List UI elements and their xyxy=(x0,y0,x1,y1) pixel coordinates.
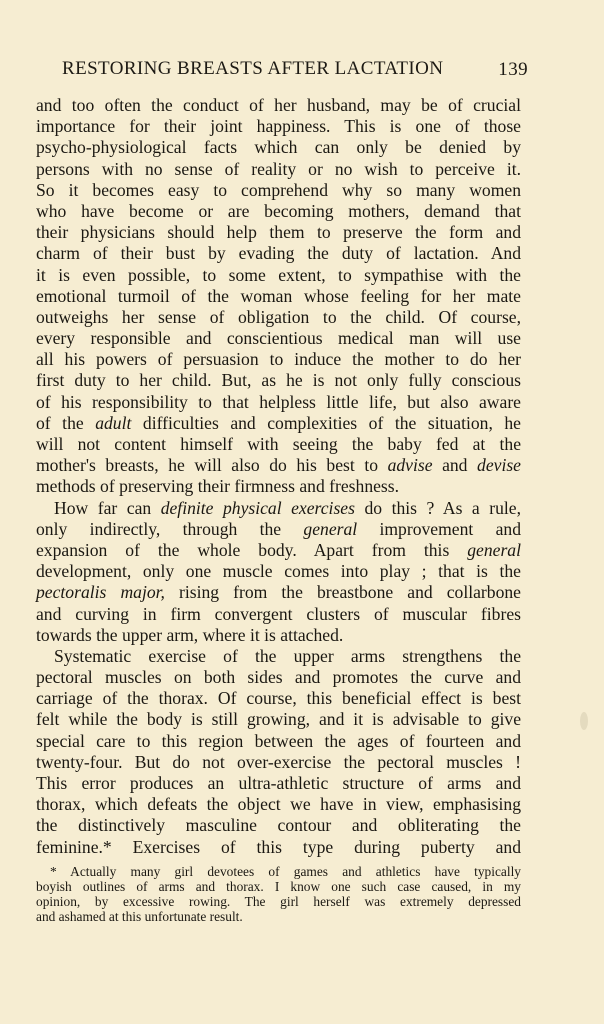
text-line xyxy=(36,604,521,625)
text-run: it is even possible, to some extent, to sympathise with the xyxy=(36,264,521,285)
text-line xyxy=(36,137,521,158)
text-line xyxy=(36,243,521,264)
text-run: all his powers of persuasion to induce the mother to do her xyxy=(36,349,521,370)
text-line xyxy=(36,265,521,286)
text-line xyxy=(36,561,521,582)
text-line xyxy=(36,540,521,561)
text-line xyxy=(36,201,521,222)
italic-phrase: adult xyxy=(95,412,132,433)
footnote-line: boyish outlines of arms and thorax. I know one such case caused, in my xyxy=(36,879,521,894)
text-line xyxy=(36,413,521,434)
text-line xyxy=(36,625,521,646)
italic-phrase: pectoralis major, xyxy=(36,582,165,603)
text-run: How far can xyxy=(54,497,161,518)
footnote-line: and ashamed at this unfortunate result. xyxy=(36,909,243,924)
text-line xyxy=(36,286,521,307)
text-run: improvement and xyxy=(357,518,521,539)
text-line xyxy=(36,731,521,752)
text-line xyxy=(36,392,521,413)
text-line xyxy=(36,773,521,794)
text-run: emotional turmoil of the woman whose feeling for her mate xyxy=(36,285,521,306)
text-run: first duty to her child. But, as he is not only fully conscious xyxy=(36,370,521,391)
text-run: will not content himself with seeing the baby fed at the xyxy=(36,434,521,454)
text-line xyxy=(36,222,521,243)
text-line xyxy=(36,116,521,137)
text-run: of the xyxy=(36,412,96,433)
text-line xyxy=(36,180,521,201)
text-line xyxy=(36,794,521,815)
page-smudge xyxy=(580,712,588,730)
text-run: only indirectly, through the xyxy=(36,518,304,539)
text-line xyxy=(36,434,521,455)
footnote-line: opinion, by excessive rowing. The girl herself was extremely depressed xyxy=(36,894,521,909)
text-run: development, only one muscle comes into play ; that is the xyxy=(36,561,521,582)
text-run: who have become or are becoming mothers, demand that xyxy=(36,200,521,221)
italic-phrase: definite physical exercises xyxy=(160,497,355,518)
text-line xyxy=(36,646,521,667)
text-run: thorax, which defeats the object we have in view, emphasising xyxy=(36,794,521,815)
text-line xyxy=(36,328,521,349)
text-line xyxy=(36,476,521,497)
text-run: every responsible and conscientious medical man will use xyxy=(36,328,521,349)
text-run: twenty-four. But do not over-exercise the pectoral muscles ! xyxy=(36,751,521,772)
text-run: do this ? As a rule, xyxy=(354,497,521,518)
italic-phrase: general xyxy=(303,518,358,539)
text-line xyxy=(36,307,521,328)
text-run: expansion of the whole body. Apart from this xyxy=(36,539,468,560)
text-run: of his responsibility to that helpless little life, but also aware xyxy=(36,391,521,412)
text-run: methods of preserving their firmness and freshness. xyxy=(36,476,400,497)
text-run: psycho-physiological facts which can only be denied by xyxy=(36,137,521,158)
text-run: carriage of the thorax. Of course, this beneficial effect is best xyxy=(36,688,521,709)
text-line xyxy=(36,455,521,476)
italic-phrase: advise xyxy=(387,455,433,476)
text-line xyxy=(36,349,521,370)
text-run: Systematic exercise of the upper arms strengthens the xyxy=(54,645,521,666)
footnote xyxy=(36,864,521,924)
text-run: feminine.* Exercises of this type during puberty and xyxy=(36,836,521,857)
text-run: rising from the breastbone and collarbone xyxy=(164,582,521,603)
text-run: difficulties and complexities of the situation, he xyxy=(131,412,521,433)
text-run: This error produces an ultra-athletic structure of arms and xyxy=(36,773,521,793)
text-line xyxy=(36,370,521,391)
text-run: felt while the body is still growing, and it is advisable to give xyxy=(36,709,521,730)
text-run: So it becomes easy to comprehend why so many women xyxy=(36,179,521,200)
text-run: mother's breasts, he will also do his best to xyxy=(36,455,388,476)
body-text xyxy=(36,95,521,858)
text-run: their physicians should help them to preserve the form and xyxy=(36,222,521,243)
text-run: importance for their joint happiness. This is one of those xyxy=(36,116,521,137)
text-run: towards the upper arm, where it is attached. xyxy=(36,624,344,645)
page-number: 139 xyxy=(498,59,528,80)
text-line xyxy=(36,837,521,858)
text-line xyxy=(36,159,521,180)
text-run: and curving in firm convergent clusters of muscular fibres xyxy=(36,603,521,624)
text-line xyxy=(36,95,521,116)
text-run: pectoral muscles on both sides and promotes the curve and xyxy=(36,667,521,688)
text-run: the distinctively masculine contour and obliterating the xyxy=(36,815,521,836)
text-line xyxy=(36,752,521,773)
running-title: RESTORING BREASTS AFTER LACTATION xyxy=(62,58,444,79)
text-run: and too often the conduct of her husband, may be of crucial xyxy=(36,95,521,115)
text-run: and xyxy=(432,455,478,476)
text-line xyxy=(36,709,521,730)
text-run: charm of their bust by evading the duty of lactation. And xyxy=(36,243,521,264)
running-header xyxy=(36,58,528,84)
text-line xyxy=(36,519,521,540)
footnote-line: * Actually many girl devotees of games and athletics have typically xyxy=(50,864,521,879)
text-run: persons with no sense of reality or no wish to perceive it. xyxy=(36,158,521,179)
text-line xyxy=(36,688,521,709)
text-run: outweighs her sense of obligation to the child. Of course, xyxy=(36,306,521,327)
text-line xyxy=(36,498,521,519)
text-line xyxy=(36,582,521,603)
italic-phrase: devise xyxy=(477,455,521,476)
text-run: special care to this region between the ages of fourteen and xyxy=(36,730,521,751)
text-line xyxy=(36,815,521,836)
italic-phrase: general xyxy=(467,539,521,560)
text-line xyxy=(36,667,521,688)
